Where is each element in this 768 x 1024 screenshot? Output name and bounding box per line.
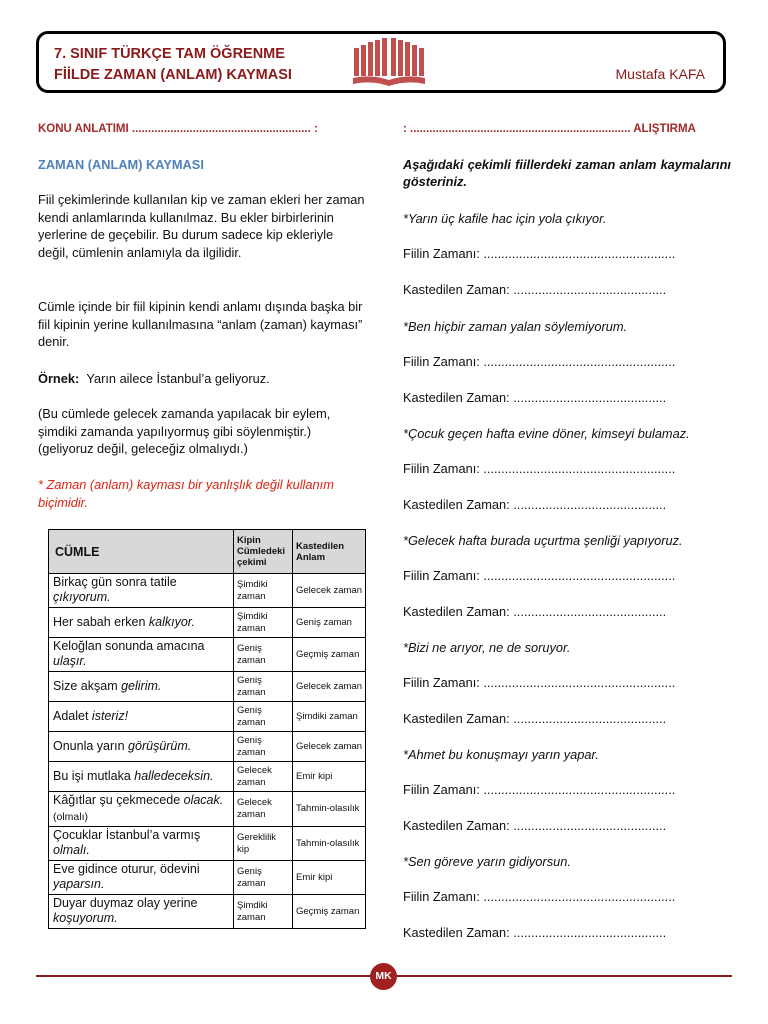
sentence-cell: Eve gidince oturur, ödevini yaparsın. (49, 861, 234, 895)
anlam-cell: Geçmiş zaman (293, 895, 366, 929)
anlam-cell: Geçmiş zaman (293, 638, 366, 672)
kastedilen-zaman-blank: Kastedilen Zaman: ........................................... (403, 604, 667, 619)
table-row (49, 762, 366, 792)
book-icon (351, 38, 427, 88)
kip-cell: Geniş zaman (234, 861, 293, 895)
sentence-cell: Keloğlan sonunda amacına ulaşır. (49, 638, 234, 672)
example-text: Yarın ailece İstanbul’a geliyoruz. (86, 371, 270, 386)
exercise-question: *Ahmet bu konuşmayı yarın yapar. (403, 747, 599, 762)
anlam-cell: Tahmin-olasılık (293, 827, 366, 861)
exercise-question: *Bizi ne arıyor, ne de soruyor. (403, 640, 571, 655)
kip-cell: Geniş zaman (234, 672, 293, 702)
fiilin-zamani-blank: Fiilin Zamanı: ...................................................... (403, 675, 676, 690)
kip-cell: Geniş zaman (234, 638, 293, 672)
kip-cell: Geniş zaman (234, 702, 293, 732)
kip-cell: Gelecek zaman (234, 762, 293, 792)
example-label: Örnek: (38, 371, 80, 386)
fiilin-zamani-blank: Fiilin Zamanı: ...................................................... (403, 354, 676, 369)
table-row (49, 861, 366, 895)
exercise-question: *Sen göreve yarın gidiyorsun. (403, 854, 571, 869)
kastedilen-zaman-blank: Kastedilen Zaman: ........................................... (403, 497, 667, 512)
example (38, 370, 366, 388)
page-title: 7. SINIF TÜRKÇE TAM ÖĞRENME FİİLDE ZAMAN (ANLAM) KAYMASI (54, 46, 292, 83)
sentence-cell: Birkaç gün sonra tatile çıkıyorum. (49, 574, 234, 608)
kastedilen-zaman-blank: Kastedilen Zaman: ........................................... (403, 390, 667, 405)
note: * Zaman (anlam) kayması bir yanlışlık değil kullanım biçimidir. (38, 477, 334, 510)
kip-cell: Şimdiki zaman (234, 895, 293, 929)
sentence-cell: Kâğıtlar şu çekmecede olacak. (olmalı) (49, 792, 234, 827)
table-row (49, 608, 366, 638)
paragraph-2: Cümle içinde bir fiil kipinin kendi anlamı dışında başka bir fiil kipinin yerine kullanılmasına “anlam (zaman) kayması” denir. (38, 299, 363, 349)
header-cumle: CÜMLE (49, 530, 234, 574)
sentence-cell: Onunla yarın görüşürüm. (49, 732, 234, 762)
exercise-question: *Ben hiçbir zaman yalan söylemiyorum. (403, 319, 628, 334)
table-row (49, 702, 366, 732)
konu-anlatimi-heading: KONU ANLATIMI ........................................................ : (38, 123, 318, 135)
header-kastedilen: Kastedilen Anlam (293, 530, 366, 574)
mk-logo: MK (370, 963, 397, 990)
anlam-cell: Tahmin-olasılık (293, 792, 366, 827)
table-row (49, 792, 366, 827)
table-row (49, 638, 366, 672)
anlam-cell: Gelecek zaman (293, 672, 366, 702)
paragraph-1: Fiil çekimlerinde kullanılan kip ve zaman ekleri her zaman kendi anlamlarında kullanılmaz. Bu ekler birbirlerinin yerlerine de geçebilir. Bu durum sadece kip ekleriyle değil, cümlenin anlamıyla da ilgilidir. (38, 192, 365, 260)
kip-cell: Gereklilik kip (234, 827, 293, 861)
section-heading: ZAMAN (ANLAM) KAYMASI (38, 157, 204, 172)
table-row (49, 672, 366, 702)
fiilin-zamani-blank: Fiilin Zamanı: ...................................................... (403, 246, 676, 261)
fiilin-zamani-blank: Fiilin Zamanı: ...................................................... (403, 889, 676, 904)
sentence-cell: Her sabah erken kalkıyor. (49, 608, 234, 638)
table-row (49, 732, 366, 762)
kastedilen-zaman-blank: Kastedilen Zaman: ........................................... (403, 925, 667, 940)
author-name: Mustafa KAFA (615, 66, 705, 82)
page-header (36, 31, 726, 93)
table-row (49, 827, 366, 861)
kip-cell: Şimdiki zaman (234, 574, 293, 608)
sentence-cell: Adalet isteriz! (49, 702, 234, 732)
kastedilen-zaman-blank: Kastedilen Zaman: ........................................... (403, 818, 667, 833)
sentence-cell: Size akşam gelirim. (49, 672, 234, 702)
anlam-cell: Emir kipi (293, 861, 366, 895)
exercise-question: *Çocuk geçen hafta evine döner, kimseyi bulamaz. (403, 426, 690, 441)
anlam-cell: Emir kipi (293, 762, 366, 792)
sentence-cell: Bu işi mutlaka halledeceksin. (49, 762, 234, 792)
kastedilen-zaman-blank: Kastedilen Zaman: ........................................... (403, 282, 667, 297)
explanation: (Bu cümlede gelecek zamanda yapılacak bir eylem, şimdiki zamanda yapılıyormuş gibi söylenmiştir.) (geliyoruz değil, geleceğiz olmalıydı.) (38, 406, 331, 456)
anlam-cell: Geniş zaman (293, 608, 366, 638)
exercise-question: *Gelecek hafta burada uçurtma şenliği yapıyoruz. (403, 533, 683, 548)
header-kip: Kipin Cümledeki çekimi (234, 530, 293, 574)
examples-table (48, 529, 366, 929)
exercise-question: *Yarın üç kafile hac için yola çıkıyor. (403, 211, 607, 226)
sentence-cell: Çocuklar İstanbul’a varmış olmalı. (49, 827, 234, 861)
anlam-cell: Şimdiki zaman (293, 702, 366, 732)
alistirma-heading: : ..................................................................... ALIŞTIRMA (403, 123, 696, 135)
sentence-cell: Duyar duymaz olay yerine koşuyorum. (49, 895, 234, 929)
fiilin-zamani-blank: Fiilin Zamanı: ...................................................... (403, 461, 676, 476)
kastedilen-zaman-blank: Kastedilen Zaman: ........................................... (403, 711, 667, 726)
fiilin-zamani-blank: Fiilin Zamanı: ...................................................... (403, 782, 676, 797)
kip-cell: Geniş zaman (234, 732, 293, 762)
anlam-cell: Gelecek zaman (293, 574, 366, 608)
table-row (49, 574, 366, 608)
exercise-instruction: Aşağıdaki çekimli fiillerdeki zaman anlam kaymalarını gösteriniz. (403, 157, 731, 189)
anlam-cell: Gelecek zaman (293, 732, 366, 762)
table-row (49, 895, 366, 929)
kip-cell: Gelecek zaman (234, 792, 293, 827)
fiilin-zamani-blank: Fiilin Zamanı: ...................................................... (403, 568, 676, 583)
kip-cell: Şimdiki zaman (234, 608, 293, 638)
